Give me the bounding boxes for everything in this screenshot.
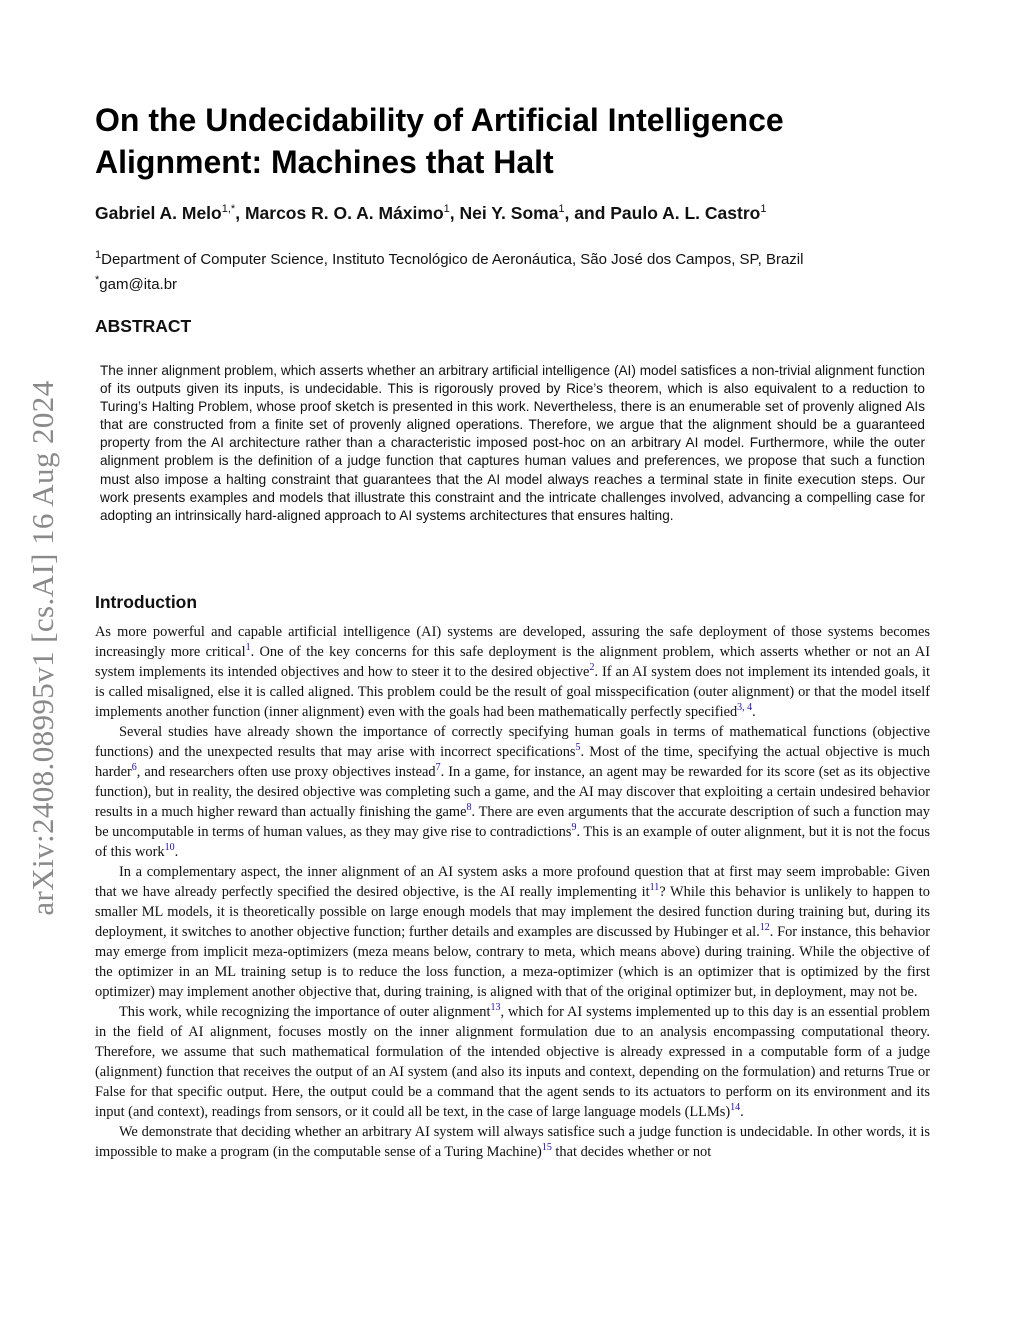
introduction-body	[95, 622, 930, 1162]
body-text: As more powerful and capable artificial intelligence (AI) systems are developed, assuring the safe deployment of those systems becomes increasingly more critical	[95, 624, 930, 660]
body-paragraph	[95, 1002, 930, 1122]
author-affiliation-mark: 1	[558, 203, 565, 215]
abstract-heading: ABSTRACT	[95, 316, 192, 336]
citation-link[interactable]: 11	[649, 882, 660, 894]
body-text: We demonstrate that deciding whether an arbitrary AI system will always satisfice such a judge function is undecidable. In other words, it is impossible to make a program (in the computable sense of a Turing Machine)	[95, 1124, 930, 1160]
affiliation-line	[95, 245, 975, 270]
email-address[interactable]: gam@ita.br	[99, 276, 178, 293]
body-text: that decides whether or not	[551, 1144, 712, 1160]
author-name: Marcos R. O. A. Máximo	[244, 202, 444, 223]
body-text: . For instance, this behavior may emerge from implicit meza-optimizers (meza means below, contrary to meta, which means above) during training. While the objective of the optimizer in an ML training setup is to reduce the loss function, a meza-optimizer (which is an optimizer that is optimized by the first optimizer) may implement another objective that, during training, is aligned with that of the original optimizer but, in deployment, may not be.	[95, 924, 930, 1000]
citation-link[interactable]: 2	[589, 662, 595, 674]
author-separator: ,	[449, 202, 460, 223]
citation-link[interactable]: 6	[131, 762, 137, 774]
body-text: In a complementary aspect, the inner alignment of an AI system asks a more profound question that at first may seem improbable: Given that we have already perfectly specified the desired objective, is the AI really implementing it	[95, 864, 930, 900]
body-text: ? While this behavior is unlikely to happen to smaller ML models, it is theoretically possible on large enough models that may implement the desired function during training but, during its deployment, it switches to another objective function; further details and examples are discussed by Hubinger et al.	[95, 884, 931, 940]
body-text: .	[174, 844, 179, 860]
citation-link[interactable]: 7	[435, 762, 441, 774]
affiliation-text: Department of Computer Science, Instituto Tecnológico de Aeronáutica, São José dos Campos, SP, Brazil	[101, 251, 804, 268]
author-name: Gabriel A. Melo	[95, 202, 222, 223]
body-text: . If an AI system does not implement its intended goals, it is called misaligned, else it is called aligned. This problem could be the result of goal misspecification (outer alignment) or that the model itself implements another function (inner alignment) even with the goals had been mathematically perfectly specified	[95, 664, 931, 720]
body-text: Several studies have already shown the importance of correctly specifying human goals in terms of mathematical functions (objective functions) and the unexpected results that may arise with incorrect specifications	[95, 724, 930, 760]
citation-link[interactable]: 13	[490, 1002, 501, 1014]
citation-link[interactable]: 12	[759, 922, 770, 934]
citation-link[interactable]: 8	[466, 802, 472, 814]
email-line	[95, 270, 975, 295]
citation-link[interactable]: 14	[730, 1102, 741, 1114]
citation-link[interactable]: 10	[164, 842, 175, 854]
body-paragraph	[95, 722, 930, 862]
citation-link[interactable]: 3, 4	[737, 702, 753, 714]
body-text: .	[752, 704, 756, 720]
body-text: This work, while recognizing the importance of outer alignment	[119, 1004, 491, 1020]
body-text: , and researchers often use proxy objectives instead	[136, 764, 436, 780]
body-text: . Most of the time, specifying the actual objective is much harder	[95, 744, 930, 780]
author-name: Paulo A. L. Castro	[610, 202, 761, 223]
body-text: .	[740, 1104, 744, 1120]
author-list	[95, 197, 955, 225]
abstract-text: The inner alignment problem, which asserts whether an arbitrary artificial intelligence (AI) model satisfices a non-trivial alignment function of its outputs given its inputs, is undecidable. This is rigorously proved by Rice’s theorem, which is also equivalent to a reduction to Turing’s Halting Problem, whose proof sketch is presented in this work. Nevertheless, there is an enumerable set of provenly aligned AIs that are constructed from a finite set of provenly aligned operations. Therefore, we argue that the alignment should be a guaranteed property from the AI architecture rather than a characteristic imposed post-hoc on an arbitrary AI model. Furthermore, while the outer alignment problem is the definition of a judge function that captures human values and preferences, we propose that such a function must also impose a halting constraint that guarantees that the AI model always reaches a terminal state in finite execution steps. Our work presents examples and models that illustrate this constraint and the intricate challenges involved, advancing a compelling case for adopting an intrinsically hard-aligned approach to AI systems architectures that ensures halting.	[100, 363, 925, 523]
arxiv-sidebar-stamp: arXiv:2408.08995v1 [cs.AI] 16 Aug 2024	[25, 380, 60, 916]
author-affiliation-mark: 1,*	[221, 203, 236, 215]
body-text: . There are even arguments that the accurate description of such a function may be uncomputable in terms of human values, as they may give rise to contradictions	[95, 804, 931, 840]
author-name: Nei Y. Soma	[459, 202, 559, 223]
author-affiliation-mark: 1	[443, 203, 450, 215]
citation-link[interactable]: 9	[571, 822, 577, 834]
citation-link[interactable]: 1	[245, 642, 251, 654]
paper-title: On the Undecidability of Artificial Intelligence Alignment: Machines that Halt	[95, 102, 784, 180]
body-paragraph	[95, 1122, 930, 1162]
introduction-heading: Introduction	[95, 592, 198, 612]
citation-link[interactable]: 5	[575, 742, 581, 754]
affiliation-mark: 1	[95, 249, 102, 261]
body-paragraph	[95, 622, 930, 722]
author-separator: ,	[235, 202, 245, 223]
body-text: . This is an example of outer alignment, but it is not the focus of this work	[95, 824, 930, 860]
body-text: . One of the key concerns for this safe deployment is the alignment problem, which asserts whether or not an AI system implements its intended objectives and how to steer it to the desired objective	[95, 644, 930, 680]
author-affiliation-mark: 1	[760, 203, 767, 215]
author-separator: , and	[564, 202, 611, 223]
body-text: , which for AI systems implemented up to this day is an essential problem in the field of AI alignment, focuses mostly on the inner alignment formulation due to an analysis encompassing computational theory. Therefore, we assume that such mathematical formulation of the intended objective is already expressed in a computable form of a judge (alignment) function that receives the output of an AI system (and also its inputs and context, depending on the formulation) and returns True or False for that specific output. Here, the output could be a command that the agent sends to its actuators to perform on its environment and its input (and context), readings from sensors, or it could all be text, in the case of large language models (LLMs)	[95, 1004, 930, 1120]
email-mark: *	[95, 274, 100, 286]
affiliation-block	[95, 245, 975, 295]
body-text: . In a game, for instance, an agent may be rewarded for its score (set as its objective function), but in reality, the desired objective was completing such a game, and the AI may discover that exploiting a certain undesired behavior results in a much higher reward than actually finishing the game	[95, 764, 930, 820]
body-paragraph	[95, 862, 930, 1002]
citation-link[interactable]: 15	[541, 1142, 552, 1154]
